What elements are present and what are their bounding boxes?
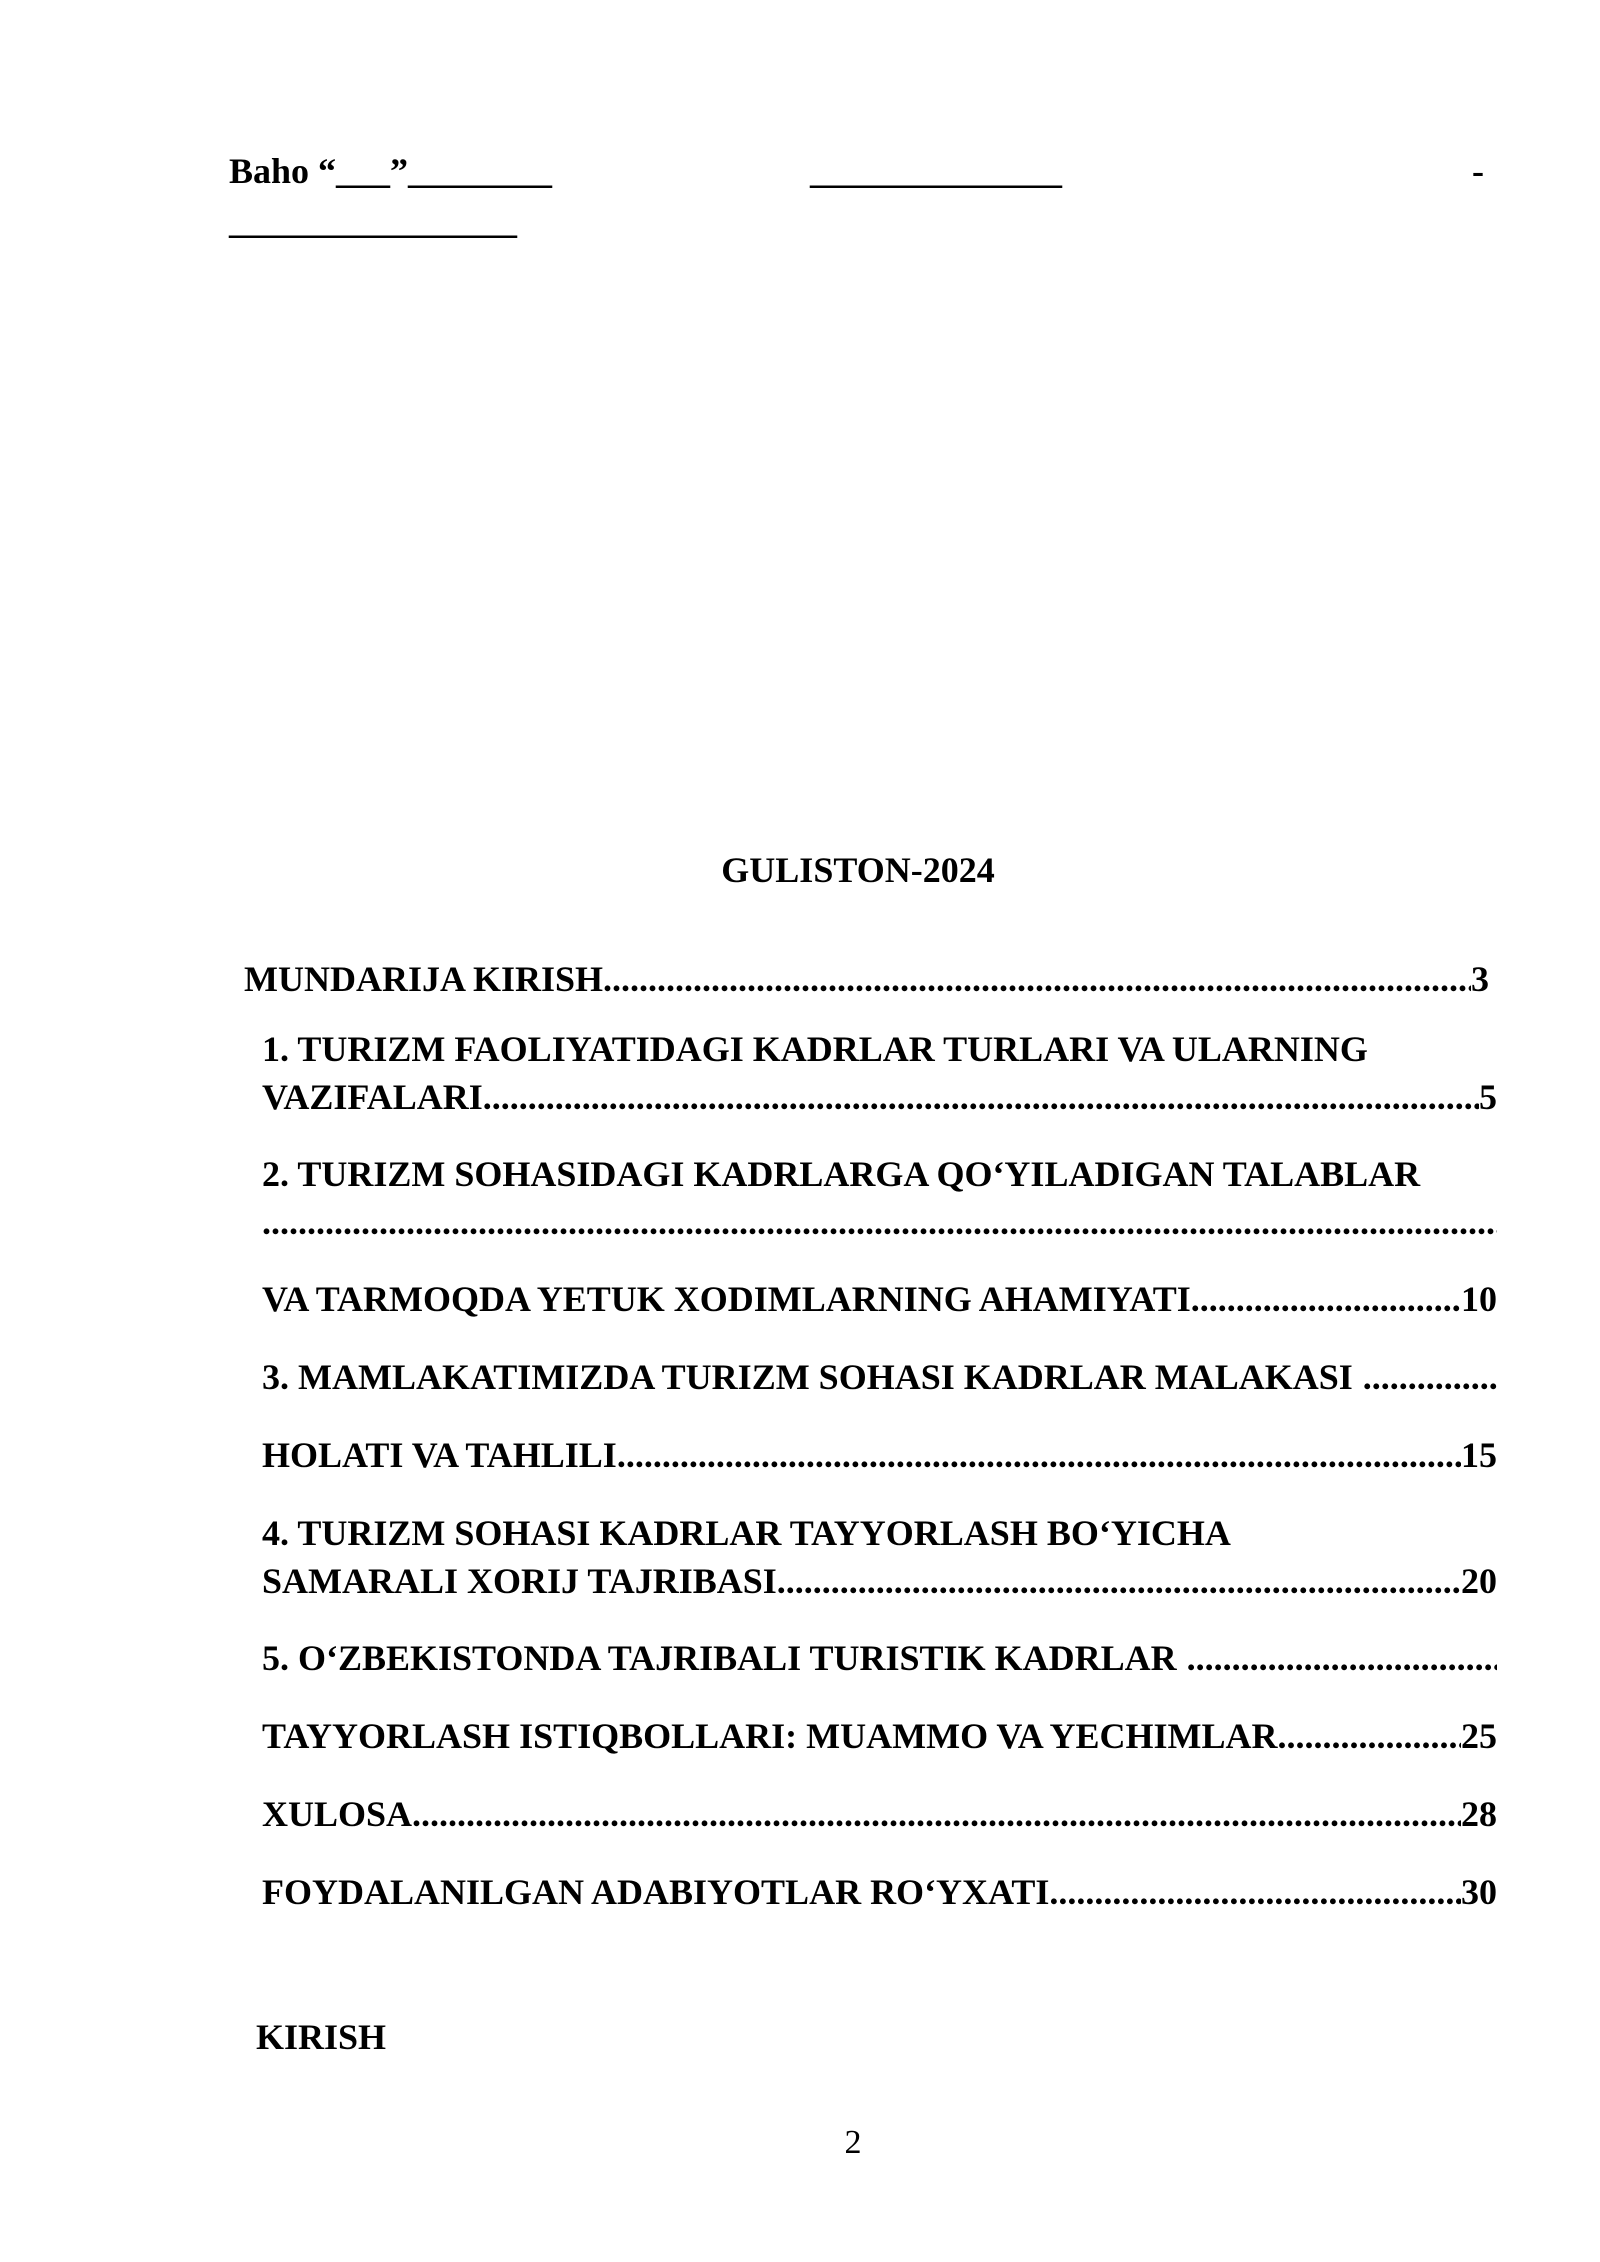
toc-dot-leader (1177, 1637, 1497, 1679)
toc-page-number: 15 (1461, 1435, 1497, 1475)
toc-entry-label: TAYYORLASH ISTIQBOLLARI: MUAMMO VA YECHIMLAR (262, 1716, 1278, 1756)
toc-dot-leader (617, 1434, 1461, 1476)
toc-entry-chapter1 (262, 1076, 1497, 1118)
toc-dot-leader (483, 1076, 1479, 1118)
toc-entry-label: SAMARALI XORIJ TAJRIBASI (262, 1561, 777, 1601)
grade-field: Baho “___”________ (229, 151, 553, 191)
toc-entry-chapter2 (262, 1278, 1497, 1320)
city-year-title: GULISTON-2024 (721, 850, 995, 890)
toc-dot-leader (1353, 1356, 1497, 1398)
toc-dot-leader (603, 958, 1471, 1000)
toc-page-number: 5 (1479, 1077, 1497, 1117)
toc-page-number: 3 (1471, 959, 1489, 999)
toc-entry-chapter4 (262, 1560, 1497, 1602)
toc-entry-label: FOYDALANILGAN ADABIYOTLAR RO‘YXATI (262, 1872, 1050, 1912)
grade-second-line: ________________ (229, 201, 517, 241)
toc-dot-leader (1049, 1871, 1461, 1913)
toc-entry-chapter2-line1: 2. TURIZM SOHASIDAGI KADRLARGA QO‘YILADIGAN TALABLAR (262, 1154, 1421, 1194)
toc-dot-leader (412, 1793, 1461, 1835)
toc-dot-leader (1277, 1715, 1461, 1757)
toc-entry-conclusion (262, 1793, 1497, 1835)
toc-page-number: 28 (1461, 1794, 1497, 1834)
toc-page-number: 25 (1461, 1716, 1497, 1756)
toc-entry-introduction (244, 958, 1489, 1000)
page-number: 2 (844, 2124, 862, 2161)
toc-entry-chapter4-line1: 4. TURIZM SOHASI KADRLAR TAYYORLASH BO‘YICHA (262, 1513, 1231, 1553)
toc-dot-leader (1191, 1278, 1461, 1320)
toc-entry-label: MUNDARIJA KIRISH (244, 959, 604, 999)
toc-entry-label: VAZIFALARI (262, 1077, 483, 1117)
toc-entry-chapter5-line1 (262, 1637, 1497, 1679)
toc-entry-chapter3-line1 (262, 1356, 1497, 1398)
toc-entry-references (262, 1871, 1497, 1913)
toc-dot-leader (262, 1201, 1497, 1243)
signature-blank: ______________ (810, 151, 1062, 191)
toc-entry-chapter5 (262, 1715, 1497, 1757)
toc-entry-chapter3 (262, 1434, 1497, 1476)
toc-entry-label: 5. O‘ZBEKISTONDA TAJRIBALI TURISTIK KADRLAR (262, 1638, 1177, 1678)
toc-entry-label: XULOSA (262, 1794, 413, 1834)
toc-entry-label: VA TARMOQDA YETUK XODIMLARNING AHAMIYATI (262, 1279, 1191, 1319)
toc-page-number: 30 (1461, 1872, 1497, 1912)
toc-page-number: 10 (1461, 1279, 1497, 1319)
toc-entry-chapter2-leader (262, 1201, 1497, 1243)
toc-entry-label: 3. MAMLAKATIMIZDA TURIZM SOHASI KADRLAR MALAKASI (262, 1357, 1353, 1397)
toc-dot-leader (777, 1560, 1461, 1602)
grade-dash: - (1472, 151, 1484, 191)
toc-page-number: 20 (1461, 1561, 1497, 1601)
section-heading-introduction: KIRISH (256, 2017, 387, 2057)
toc-entry-label: HOLATI VA TAHLILI (262, 1435, 617, 1475)
toc-entry-chapter1-line1: 1. TURIZM FAOLIYATIDAGI KADRLAR TURLARI VA ULARNING (262, 1029, 1368, 1069)
